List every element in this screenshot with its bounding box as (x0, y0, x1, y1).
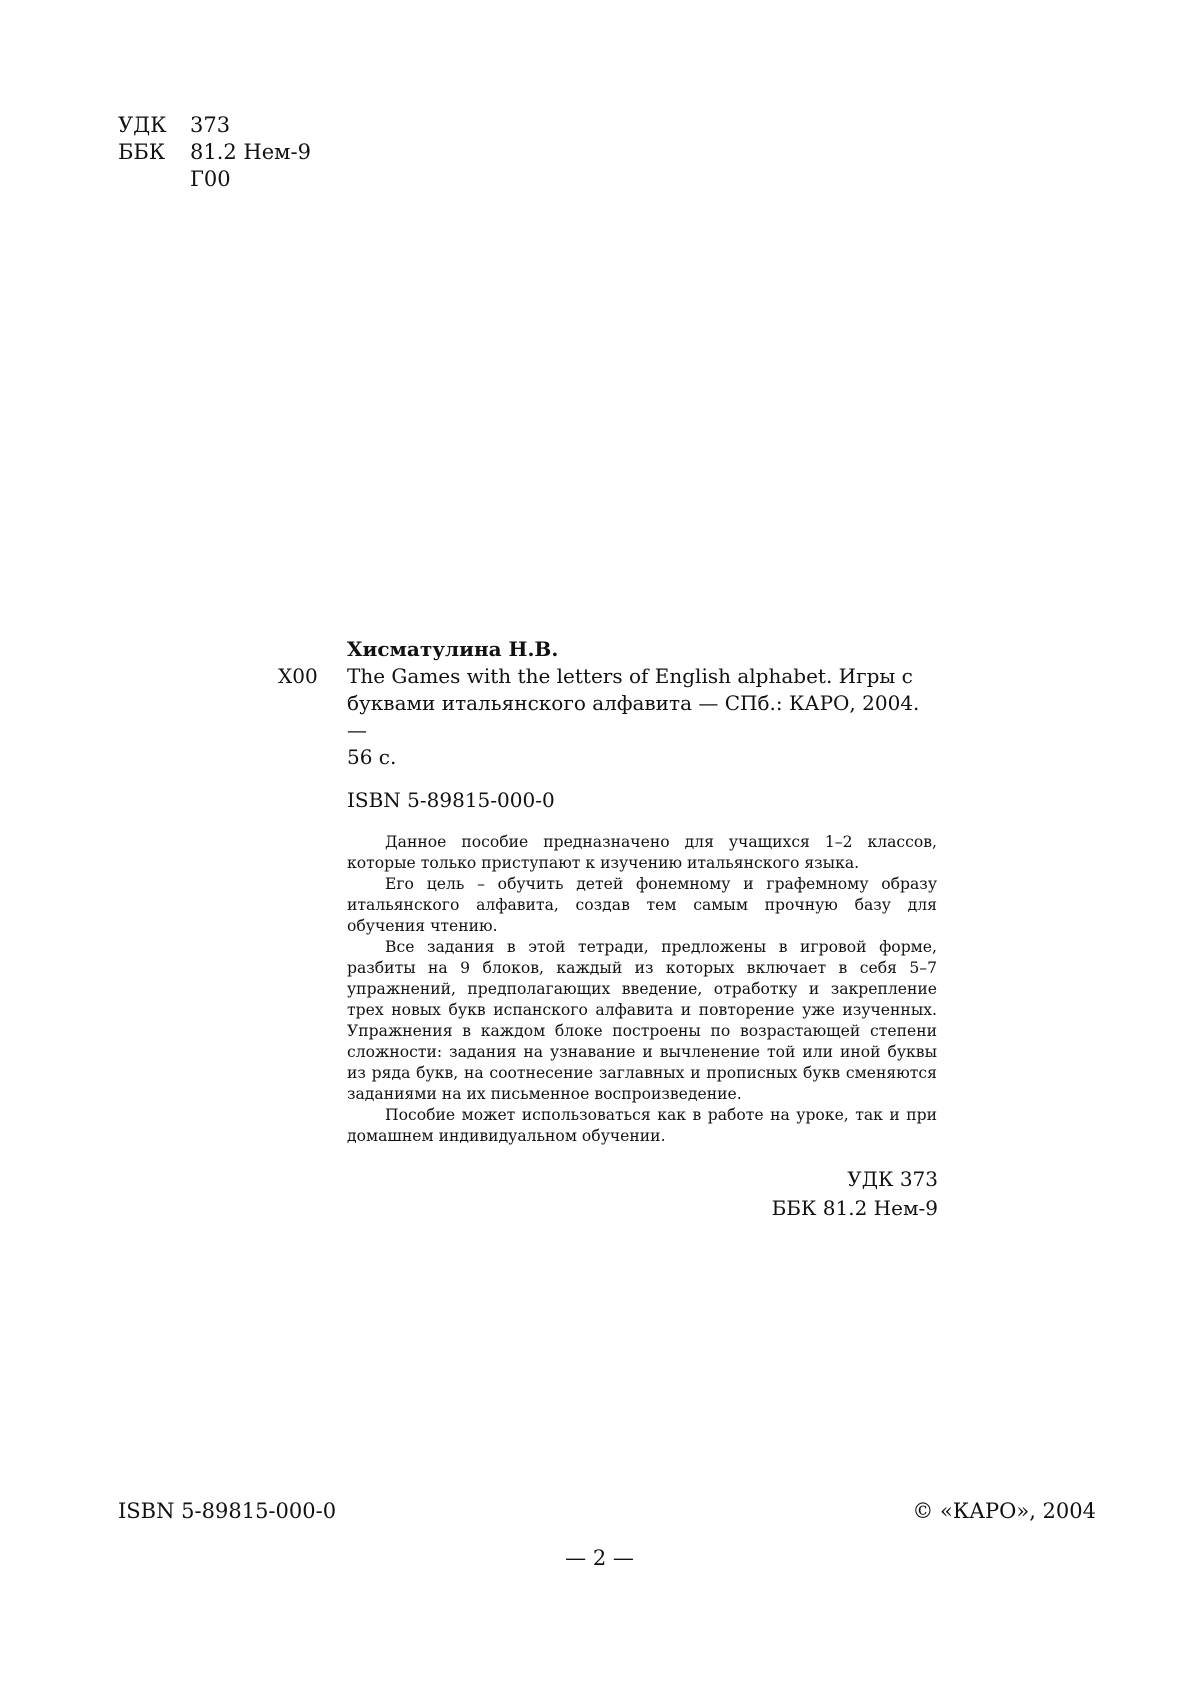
author-row (278, 636, 938, 663)
udk-row (118, 112, 311, 139)
annotation-paragraph: Все задания в этой тетради, предложены в игровой форме, разбиты на 9 блоков, каждый из которых включает в себя 5–7 упражнений, предполагающих введение, отработку и закрепление трех новых букв испанского алфавита и повторение уже изученных. Упражнения в каждом блоке построены по возрастающей степени сложности: задания на узнавание и вычленение той или иной буквы из ряда букв, на соотнесение заглавных и прописных букв сменяются заданиями на их письменное воспроизведение. (347, 938, 937, 1103)
classification-codes (278, 1165, 938, 1223)
udk-code: УДК 373 (847, 1167, 938, 1191)
annotation (347, 832, 937, 1147)
catalog-description (347, 663, 938, 771)
udk-label: УДК (118, 113, 167, 137)
bbk-code: ББК 81.2 Нем-9 (771, 1196, 938, 1220)
description-row (278, 663, 938, 771)
description-line: буквами итальянского алфавита — СПб.: КАРО, 2004. — (347, 691, 920, 742)
copyright-notice: © «КАРО», 2004 (912, 1499, 1096, 1523)
author-name: Хисматулина Н.В. (347, 637, 559, 661)
footer-isbn: ISBN 5-89815-000-0 (118, 1499, 337, 1523)
page-number: — 2 — (565, 1546, 634, 1570)
bbk-row (118, 139, 311, 166)
catalog-isbn: ISBN 5-89815-000-0 (347, 788, 555, 812)
catalog-card (278, 636, 938, 1223)
author-mark: Г00 (190, 167, 231, 191)
description-line: 56 с. (347, 745, 397, 769)
description-line: The Games with the letters of English alphabet. Игры с (347, 664, 913, 688)
annotation-paragraph: Его цель – обучить детей фонемному и графемному образу итальянского алфавита, создав тем самым прочную базу для обучения чтению. (347, 875, 937, 935)
catalog-code: Х00 (278, 664, 318, 688)
udk-value: 373 (190, 113, 231, 137)
annotation-paragraph: Пособие может использоваться как в работе на уроке, так и при домашнем индивидуальном обучении. (347, 1106, 937, 1145)
isbn-row (278, 787, 938, 814)
classification-block (118, 112, 311, 193)
bbk-value: 81.2 Нем-9 (190, 140, 311, 164)
annotation-paragraph: Данное пособие предназначено для учащихся 1–2 классов, которые только приступают к изучению итальянского языка. (347, 833, 937, 872)
bbk-label: ББК (118, 140, 166, 164)
